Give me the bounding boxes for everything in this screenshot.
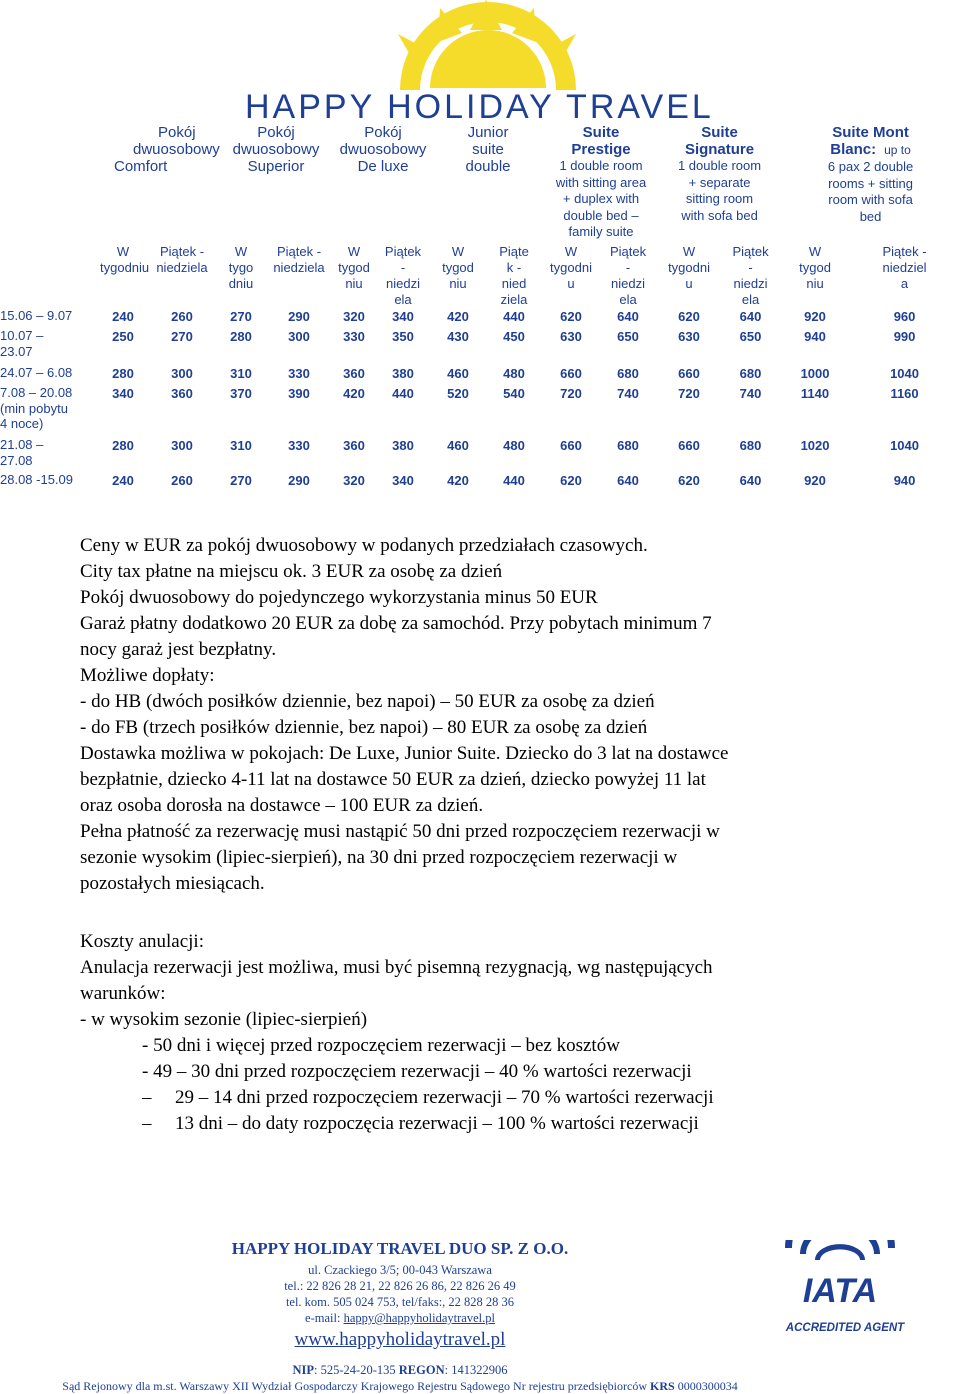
cancellation-line: Anulacja rezerwacji jest możliwa, musi być pisemną rezygnacją, wg następujących (80, 957, 713, 978)
website-link[interactable]: www.happyholidaytravel.pl (294, 1329, 506, 1350)
day-type-line: ela (619, 292, 637, 307)
day-type-line: Piątek - (276, 244, 322, 259)
price-cell: 330 (288, 438, 310, 453)
price-row (0, 365, 960, 385)
day-type-line: tygo (228, 260, 254, 275)
company-footer (62, 1236, 738, 1394)
price-cell: 620 (560, 473, 582, 488)
price-row (0, 437, 960, 472)
note-line: - do FB (trzech posiłków dziennie, bez napoi) – 80 EUR za osobę za dzień (80, 717, 648, 738)
company-email-line (80, 1310, 720, 1326)
company-address: ul. Czackiego 3/5; 00-043 Warszawa (308, 1263, 492, 1277)
room-detail-line: bed (859, 208, 882, 224)
regon-value: : 141322906 (444, 1363, 508, 1377)
day-type-header (264, 244, 334, 308)
price-cell: 310 (230, 438, 252, 453)
period-line: 15.06 – 9.07 (0, 308, 73, 323)
note-line: bezpłatnie, dziecko 4-11 lat na dostawce 50 EUR za dzień, dziecko powyżej 11 lat (80, 769, 706, 790)
court-registry (20, 1378, 780, 1394)
day-type-header (658, 244, 720, 308)
day-type-line: tygod (799, 260, 831, 275)
price-cell: 330 (288, 366, 310, 381)
room-header (432, 124, 544, 244)
period-line: 23.07 (0, 343, 33, 359)
day-type-line: W (808, 244, 822, 259)
day-type-line: W (347, 244, 361, 259)
day-type-line: - (625, 260, 631, 275)
day-type-line: u (567, 276, 575, 291)
iata-text: IATA (802, 1272, 878, 1310)
price-cell: 260 (171, 473, 193, 488)
day-type-line: k - (506, 260, 522, 275)
day-type-line: niedziela (273, 260, 325, 275)
price-row (0, 472, 960, 494)
day-type-header (146, 244, 218, 308)
price-cell: 680 (617, 438, 639, 453)
day-type-line: W (682, 244, 696, 259)
room-header (544, 124, 658, 244)
company-mobile: tel. kom. 505 024 753, tel/faks:, 22 828 28 36 (285, 1295, 515, 1309)
price-cell: 1000 (800, 366, 830, 381)
room-title-line: Suite (701, 124, 738, 141)
logo-text: HAPPY HOLIDAY TRAVEL (245, 88, 714, 126)
note-line: Pokój dwuosobowy do pojedynczego wykorzystania minus 50 EUR (80, 587, 598, 608)
room-title-text: Blanc: (830, 141, 877, 158)
room-detail-line: + duplex with (562, 191, 640, 206)
day-type-header (374, 244, 432, 308)
cancellation-dash-item (80, 1111, 714, 1137)
day-type-line: niedziela (156, 260, 208, 275)
day-type-line: tygodni (550, 260, 592, 275)
price-cell: 1040 (890, 366, 919, 381)
price-cell: 240 (112, 309, 134, 324)
day-type-header (598, 244, 658, 308)
price-cell: 620 (560, 309, 582, 324)
price-cell: 630 (678, 329, 700, 344)
room-title-line: De luxe (357, 158, 409, 175)
day-type-header (544, 244, 598, 308)
period-cell (0, 328, 100, 365)
period-cell (0, 385, 100, 437)
price-cell: 270 (230, 473, 252, 488)
day-type-line: tygodniu (100, 260, 150, 275)
price-cell: 440 (503, 309, 525, 324)
room-detail-line: 1 double room (677, 158, 762, 173)
price-cell: 360 (171, 386, 193, 401)
room-title-line: Junior (467, 124, 509, 141)
cancellation-line: - w wysokim sezonie (lipiec-sierpień) (80, 1009, 368, 1030)
dash-bullet: – (142, 1087, 152, 1108)
price-cell: 380 (392, 366, 414, 381)
price-cell: 340 (392, 473, 414, 488)
day-type-line: W (234, 244, 248, 259)
room-title-line: Suite (582, 124, 620, 141)
price-row (0, 328, 960, 365)
price-cell: 260 (171, 309, 193, 324)
price-cell: 380 (392, 438, 414, 453)
room-header (334, 124, 432, 244)
price-cell: 270 (171, 329, 193, 344)
price-cell: 280 (230, 329, 252, 344)
price-cell: 940 (893, 473, 916, 488)
price-cell: 290 (288, 473, 310, 488)
price-cell: 360 (343, 438, 365, 453)
price-cell: 480 (503, 438, 525, 453)
price-cell: 640 (739, 309, 762, 324)
price-cell: 640 (617, 473, 639, 488)
cancellation-line: warunków: (80, 983, 166, 1004)
price-cell: 480 (503, 366, 525, 381)
day-type-header (849, 244, 960, 308)
note-line: City tax płatne na miejscu ok. 3 EUR za osobę za dzień (80, 561, 503, 582)
price-cell: 620 (678, 309, 700, 324)
day-type-line: W (451, 244, 465, 259)
price-cell: 650 (617, 329, 639, 344)
price-cell: 640 (617, 309, 639, 324)
price-cell: 680 (739, 438, 762, 453)
period-line: 24.07 – 6.08 (0, 365, 73, 380)
day-type-line: dniu (228, 276, 254, 291)
price-cell: 280 (112, 366, 134, 381)
price-cell: 300 (288, 329, 310, 344)
day-type-line: Piątek (384, 244, 422, 259)
price-cell: 290 (288, 309, 310, 324)
day-type-line: ela (394, 292, 412, 307)
room-title-line: Suite Mont (832, 124, 909, 141)
iata-globe-icon (785, 1240, 895, 1260)
price-cell: 350 (392, 329, 414, 344)
day-type-line: - (748, 260, 753, 275)
period-cell (0, 472, 100, 494)
day-type-line: ela (741, 292, 760, 307)
price-cell: 630 (560, 329, 582, 344)
room-title-line: dwuosobowy (133, 141, 220, 158)
nip-label: NIP (292, 1363, 315, 1377)
note-line: - do HB (dwóch posiłków dziennie, bez napoi) – 50 EUR za osobę za dzień (80, 691, 655, 712)
room-detail-line: with sitting area (555, 174, 647, 190)
krs-value: 0000300034 (674, 1379, 738, 1393)
cancellation-dash-text: 29 – 14 dni przed rozpoczęciem rezerwacji – 70 % wartości rezerwacji (175, 1087, 714, 1108)
price-cell: 720 (678, 386, 700, 401)
price-cell: 340 (112, 386, 134, 401)
day-type-header (781, 244, 849, 308)
price-cell: 740 (739, 386, 762, 401)
day-type-line: tygod (442, 260, 474, 275)
room-detail-line: 6 pax 2 double (827, 159, 914, 174)
price-cell: 440 (503, 473, 525, 488)
cancellation-dash-item (80, 1085, 714, 1111)
cancellation-item: - 49 – 30 dni przed rozpoczęciem rezerwacji – 40 % wartości rezerwacji (142, 1061, 692, 1082)
price-cell: 450 (503, 329, 525, 344)
price-cell: 330 (343, 329, 365, 344)
period-line: 28.08 -15.09 (0, 472, 74, 487)
price-cell: 540 (503, 386, 525, 401)
period-line: 21.08 – (0, 437, 44, 452)
period-subheader (0, 244, 100, 308)
period-cell (0, 365, 100, 385)
company-nip-regon (80, 1362, 720, 1378)
price-cell: 1020 (800, 438, 830, 453)
room-detail-line: family suite (568, 224, 634, 239)
day-type-line: niu (806, 276, 824, 291)
room-title-line: Signature (684, 141, 755, 158)
day-type-line: tygodni (668, 260, 710, 275)
period-header (0, 124, 100, 244)
price-cell: 300 (171, 366, 193, 381)
room-detail-line: with sofa bed (681, 207, 758, 223)
period-line: (min pobytu (0, 400, 68, 416)
day-type-header (432, 244, 484, 308)
note-line: oraz osoba dorosła na dostawce – 100 EUR za dzień. (80, 795, 484, 816)
note-line: Garaż płatny dodatkowo 20 EUR za dobę za samochód. Przy pobytach minimum 7 (80, 613, 712, 634)
day-type-line: - (400, 260, 406, 275)
price-cell: 1160 (890, 386, 919, 401)
room-detail-line: double bed – (563, 207, 639, 223)
price-cell: 640 (739, 473, 762, 488)
price-row (0, 308, 960, 328)
day-type-line: W (116, 244, 130, 259)
price-cell: 310 (230, 366, 252, 381)
room-detail-line: 1 double room (559, 158, 643, 173)
price-cell: 960 (893, 309, 916, 324)
iata-logo (760, 1240, 930, 1335)
email-link[interactable]: happy@happyholidaytravel.pl (343, 1311, 495, 1325)
price-notes (80, 533, 728, 897)
period-cell (0, 437, 100, 472)
period-cell (0, 308, 100, 328)
company-phones: tel.: 22 826 28 21, 22 826 26 86, 22 826 26 49 (284, 1279, 516, 1293)
room-detail-line: rooms + sitting (828, 175, 913, 191)
price-cell: 660 (678, 438, 700, 453)
price-cell: 430 (447, 329, 469, 344)
day-type-line: u (685, 276, 693, 291)
price-cell: 650 (739, 329, 762, 344)
room-header (218, 124, 334, 244)
room-title-line (781, 141, 960, 159)
day-type-header (100, 244, 150, 308)
krs-label: KRS (650, 1379, 675, 1393)
period-line: 7.08 – 20.08 (0, 385, 73, 400)
day-type-line: niedzi (733, 276, 768, 291)
room-detail-line: + separate (688, 174, 751, 190)
note-line: nocy garaż jest bezpłatny. (80, 639, 277, 660)
day-type-line: Piątek - (159, 244, 205, 259)
room-title-line: dwuosobowy (339, 141, 427, 158)
price-cell: 420 (343, 386, 365, 401)
cancellation-section (80, 929, 714, 1137)
room-title-line: Prestige (571, 141, 631, 158)
note-line: Możliwe dopłaty: (80, 665, 215, 686)
cancellation-title: Koszty anulacji: (80, 931, 204, 952)
room-title-line: Superior (247, 158, 305, 175)
day-type-header (484, 244, 544, 308)
price-cell: 720 (560, 386, 582, 401)
price-cell: 360 (343, 366, 365, 381)
day-type-line: Piątek - (882, 244, 927, 259)
accredited-agent-text: ACCREDITED AGENT (785, 1322, 905, 1334)
room-title-line: dwuosobowy (232, 141, 320, 158)
price-table (0, 124, 960, 494)
note-line: pozostałych miesiącach. (80, 873, 265, 894)
day-type-line: tygod (338, 260, 370, 275)
period-line: 4 noce) (0, 416, 44, 431)
day-type-line: a (900, 276, 909, 291)
day-type-header (334, 244, 374, 308)
price-cell: 460 (447, 366, 469, 381)
price-cell: 1140 (800, 386, 830, 401)
price-cell: 660 (678, 366, 700, 381)
price-cell: 920 (804, 473, 826, 488)
price-row (0, 385, 960, 437)
price-cell: 250 (112, 329, 134, 344)
room-detail-line: sitting room (685, 191, 754, 206)
note-line: Ceny w EUR za pokój dwuosobowy w podanych przedziałach czasowych. (80, 535, 648, 556)
note-line: Pełna płatność za rezerwację musi nastąpić 50 dni przed rozpoczęciem rezerwacji w (80, 821, 720, 842)
day-type-line: niedzi (611, 276, 645, 291)
day-type-line: Piąte (499, 244, 529, 259)
price-cell: 460 (447, 438, 469, 453)
price-cell: 370 (230, 386, 252, 401)
note-line: sezonie wysokim (lipiec-sierpień), na 30 dni przed rozpoczęciem rezerwacji w (80, 847, 678, 868)
period-line: 27.08 (0, 452, 33, 468)
day-type-header (720, 244, 781, 308)
day-type-header (218, 244, 264, 308)
price-cell: 920 (804, 309, 826, 324)
price-cell: 320 (343, 473, 365, 488)
price-cell: 270 (230, 309, 252, 324)
price-cell: 300 (171, 438, 193, 453)
price-cell: 420 (447, 473, 469, 488)
price-cell: 660 (560, 366, 582, 381)
day-type-line: nied (501, 276, 527, 291)
sun-icon (398, 0, 576, 90)
cancellation-dash-text: 13 dni – do daty rozpoczęcia rezerwacji – 100 % wartości rezerwacji (175, 1113, 699, 1134)
email-prefix: e-mail: (305, 1311, 344, 1325)
price-cell: 680 (739, 366, 762, 381)
room-title-line: Comfort (114, 158, 168, 175)
day-type-line: ziela (500, 292, 528, 307)
day-type-line: niu (449, 276, 467, 291)
room-title-line: Pokój (257, 124, 295, 141)
company-name: HAPPY HOLIDAY TRAVEL DUO SP. Z O.O. (231, 1239, 569, 1258)
price-cell: 740 (617, 386, 639, 401)
price-cell: 280 (112, 438, 134, 453)
day-type-line: W (564, 244, 578, 259)
room-header-row (0, 124, 960, 244)
regon-label: REGON (398, 1363, 445, 1377)
room-title-line: suite (472, 141, 504, 158)
price-cell: 940 (804, 329, 826, 344)
room-detail-line: room with sofa (828, 192, 913, 207)
price-cell: 680 (617, 366, 639, 381)
day-type-line: Piątek (609, 244, 647, 259)
day-type-line: niu (345, 276, 363, 291)
room-header (658, 124, 781, 244)
price-cell: 520 (447, 386, 469, 401)
room-title-line: Pokój (158, 124, 196, 141)
price-cell: 440 (392, 386, 414, 401)
day-type-header-row (0, 244, 960, 308)
price-cell: 390 (288, 386, 310, 401)
room-title-line: Pokój (364, 124, 402, 141)
period-line: 10.07 – (0, 328, 44, 343)
court-text: Sąd Rejonowy dla m.st. Warszawy XII Wydział Gospodarczy Krajowego Rejestru Sądowego Nr rejestru przedsiębiorców (62, 1379, 651, 1393)
day-type-line: Piątek (732, 244, 769, 259)
room-header (781, 124, 960, 244)
room-header (100, 124, 218, 244)
price-cell: 990 (893, 329, 916, 344)
nip-value: : 525-24-20-135 (314, 1363, 399, 1377)
price-cell: 660 (560, 438, 582, 453)
cancellation-item: - 50 dni i więcej przed rozpoczęciem rezerwacji – bez kosztów (142, 1035, 620, 1056)
price-cell: 1040 (890, 438, 919, 453)
day-type-line: niedzi (386, 276, 420, 291)
price-cell: 240 (112, 473, 134, 488)
price-cell: 320 (343, 309, 365, 324)
price-cell: 620 (678, 473, 700, 488)
dash-bullet: – (142, 1113, 152, 1134)
room-title-suffix: up to (884, 143, 911, 157)
price-cell: 340 (392, 309, 414, 324)
day-type-line: niedziel (882, 260, 927, 275)
price-cell: 420 (447, 309, 469, 324)
room-title-line: double (465, 158, 511, 175)
note-line: Dostawka możliwa w pokojach: De Luxe, Junior Suite. Dziecko do 3 lat na dostawce (80, 743, 729, 764)
